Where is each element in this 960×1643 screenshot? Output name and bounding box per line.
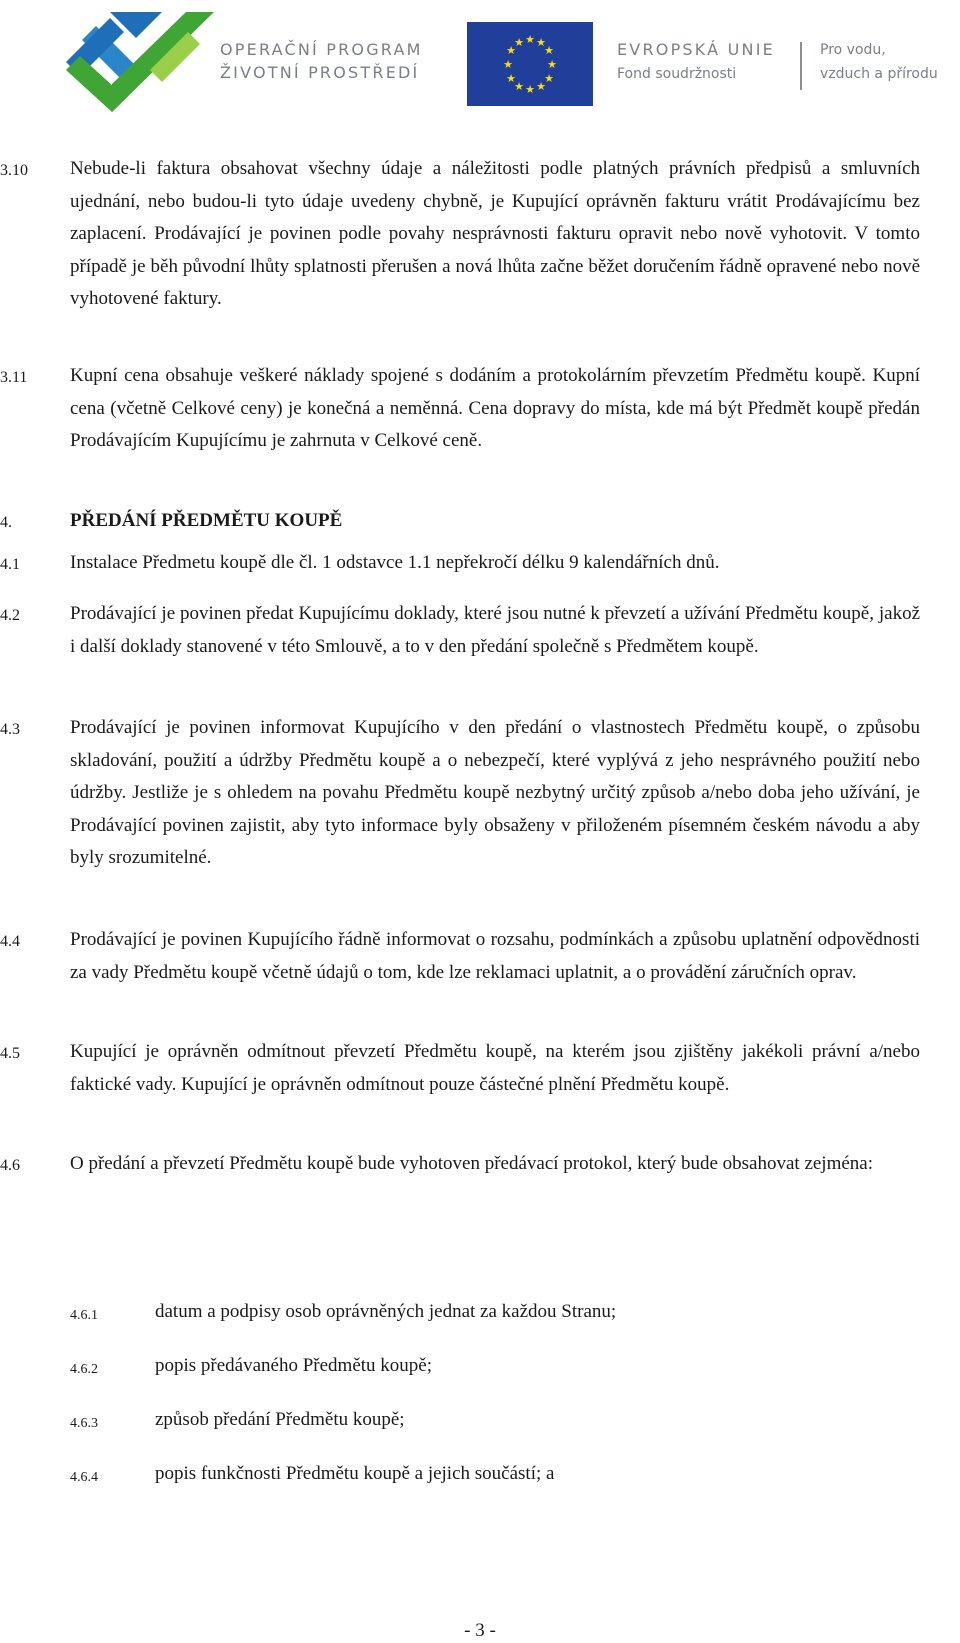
section-number: 4.3 — [0, 721, 20, 738]
subitem-number: 4.6.3 — [70, 1416, 98, 1431]
svg-text:★: ★ — [547, 58, 557, 71]
section-heading: PŘEDÁNÍ PŘEDMĚTU KOUPĚ — [70, 510, 343, 531]
svg-text:★: ★ — [544, 44, 554, 57]
section-number: 3.10 — [0, 162, 28, 179]
section-text: Prodávající je povinen předat Kupujícímu doklady, které jsou nutné k převzetí a užívání Předmětu koupě, jakož i další doklady stanovené v této Smlouvě, a to v den předání společně s Předmětem koupě. — [70, 603, 920, 657]
eu-flag-icon — [467, 22, 593, 106]
section-number: 3.11 — [0, 369, 28, 386]
slogan-line1: Pro vodu, — [820, 42, 886, 58]
eu-line2: Fond soudržnosti — [617, 66, 737, 82]
section-text: Prodávající je povinen informovat Kupujícího v den předání o vlastnostech Předmětu koupě, o způsobu skladování, použití a údržby Předmětu koupě a o nebezpečí, které vyplývá z jeho nesprávného použití nebo údržby. Jestliže je s ohledem na povahu Předmětu koupě nezbytný určitý způsob a/nebo doba jeho užívání, je Prodávající povinen zajistit, aby tyto informace byly obsaženy v přiloženém písemném českém návodu a aby byly srozumitelné. — [70, 717, 920, 868]
subitem-number: 4.6.4 — [70, 1470, 98, 1485]
section-text: O předání a převzetí Předmětu koupě bude vyhotoven předávací protokol, který bude obsahovat zejména: — [70, 1153, 874, 1174]
svg-text:★: ★ — [536, 80, 546, 93]
section-number: 4.6 — [0, 1157, 20, 1174]
op-line2: ŽIVOTNÍ PROSTŘEDÍ — [220, 63, 420, 82]
subitem-text: popis funkčnosti Předmětu koupě a jejich součástí; a — [155, 1463, 555, 1484]
subitem-number: 4.6.2 — [70, 1362, 98, 1377]
section-text: Kupující je oprávněn odmítnout převzetí Předmětu koupě, na kterém jsou zjištěny jakékoli právní a/nebo faktické vady. Kupující je oprávněn odmítnout pouze částečné plnění Předmětu koupě. — [70, 1041, 920, 1095]
svg-text:★: ★ — [536, 36, 546, 49]
section-number: 4.5 — [0, 1045, 20, 1062]
header-divider — [800, 42, 802, 90]
svg-text:★: ★ — [525, 33, 535, 46]
section-text: Nebude-li faktura obsahovat všechny údaje a náležitosti podle platných právních předpisů a smluvních ujednání, nebo budou-li tyto údaje uvedeny chybně, je Kupující oprávněn fakturu vrátit Prodávajícímu bez zaplacení. Prodávající je povinen podle povahy nesprávnosti fakturu opravit nebo nově vyhotovit. V tomto případě je běh původní lhůty splatnosti přerušen a nová lhůta začne běžet doručením řádně opravené nebo nově vyhotovené faktury. — [70, 158, 920, 309]
opzp-logo-text — [220, 38, 423, 84]
eu-line1: EVROPSKÁ UNIE — [617, 40, 775, 59]
svg-text:★: ★ — [506, 72, 516, 85]
eu-logo-text — [617, 38, 775, 86]
slogan — [820, 38, 938, 86]
svg-text:★: ★ — [525, 83, 535, 96]
subitem-text: popis předávaného Předmětu koupě; — [155, 1355, 433, 1376]
svg-text:★: ★ — [514, 36, 524, 49]
subitem-text: datum a podpisy osob oprávněných jednat za každou Stranu; — [155, 1301, 617, 1322]
section-text: Kupní cena obsahuje veškeré náklady spojené s dodáním a protokolárním převzetím Předmětu koupě. Kupní cena (včetně Celkové ceny) je konečná a neměnná. Cena dopravy do místa, kde má být Předmět koupě předán Prodávajícím Kupujícímu je zahrnuta v Celkové ceně. — [70, 365, 920, 451]
section-text: Instalace Předmetu koupě dle čl. 1 odstavce 1.1 nepřekročí délku 9 kalendářních dnů. — [70, 552, 720, 573]
section-text: Prodávající je povinen Kupujícího řádně informovat o rozsahu, podmínkách a způsobu uplatnění odpovědnosti za vady Předmětu koupě včetně údajů o tom, kde lze reklamaci uplatnit, a o provádění záručních oprav. — [70, 929, 920, 983]
section-number: 4.4 — [0, 933, 20, 950]
opzp-logo-icon — [66, 12, 214, 112]
op-line1: OPERAČNÍ PROGRAM — [220, 40, 423, 59]
section-number: 4.2 — [0, 607, 20, 624]
subitem-number: 4.6.1 — [70, 1308, 98, 1323]
document-header — [0, 0, 960, 120]
subitem-text: způsob předání Předmětu koupě; — [155, 1409, 405, 1430]
section-number: 4.1 — [0, 556, 20, 573]
svg-text:★: ★ — [514, 80, 524, 93]
page-number: - 3 - — [464, 1620, 496, 1641]
svg-text:★: ★ — [506, 44, 516, 57]
svg-text:★: ★ — [544, 72, 554, 85]
slogan-line2: vzduch a přírodu — [820, 66, 938, 82]
section-number: 4. — [0, 514, 12, 531]
svg-text:★: ★ — [503, 58, 513, 71]
